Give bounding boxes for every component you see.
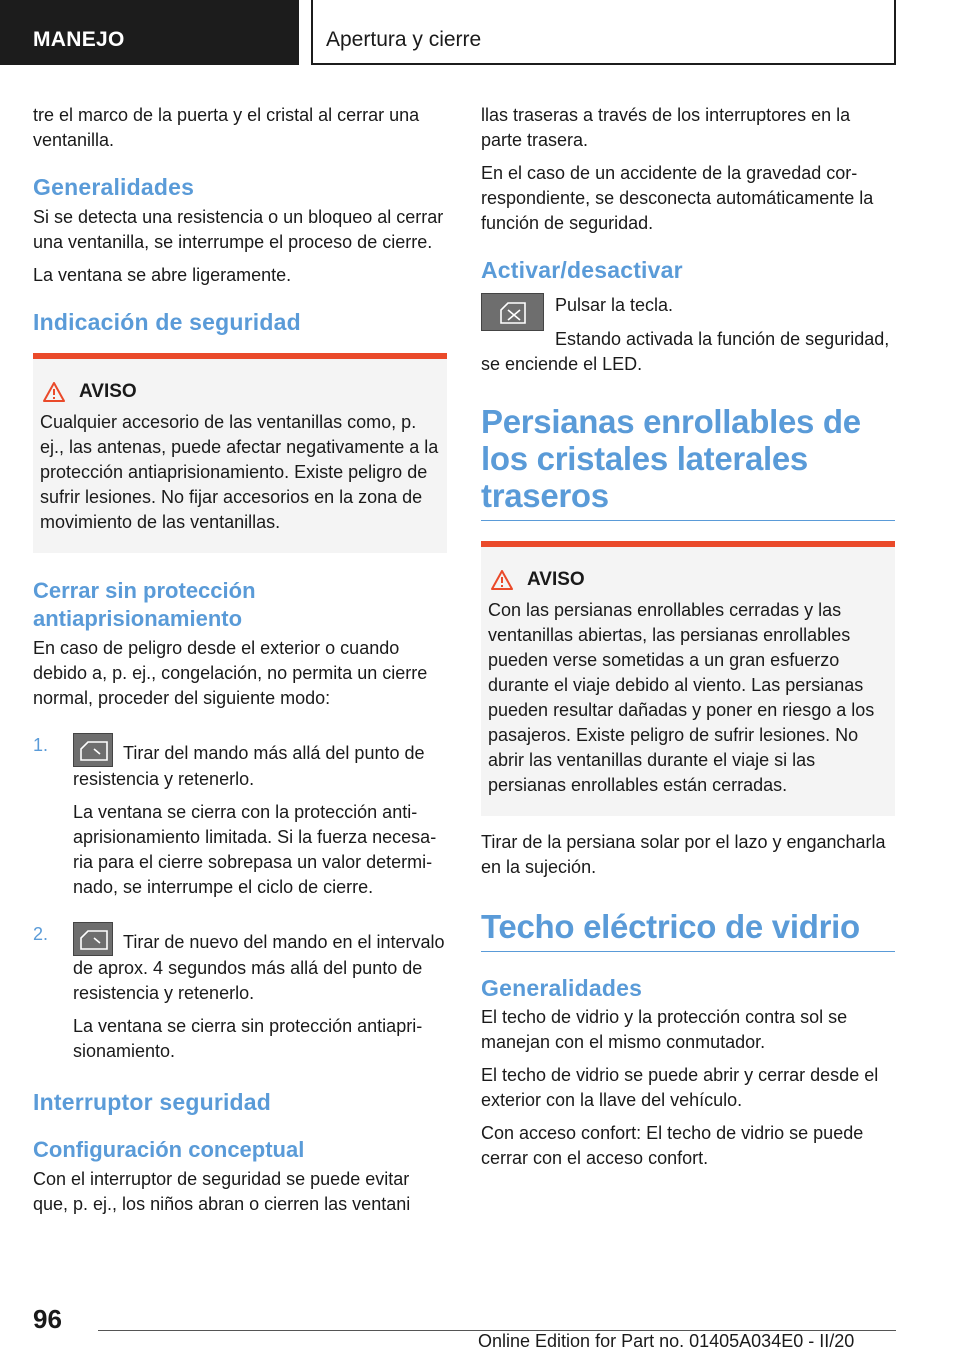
- step-number: 2.: [33, 924, 49, 944]
- left-column: [33, 103, 447, 1225]
- window-switch-icon: [73, 733, 113, 767]
- paragraph: El techo de vidrio se puede abrir y cerrar desde el exterior con la llave del vehículo.: [481, 1065, 879, 1110]
- warning-box: [481, 541, 895, 816]
- list-item: [33, 922, 447, 1064]
- warning-box: [33, 353, 447, 553]
- warning-title: AVISO: [79, 381, 137, 402]
- window-lock-icon: [481, 293, 544, 331]
- heading-generalidades-2: Generalidades: [481, 975, 643, 1001]
- chapter-title: Apertura y cierre: [326, 28, 482, 51]
- warning-title: AVISO: [527, 569, 585, 590]
- heading-indicacion: Indicación de seguridad: [33, 309, 301, 335]
- paragraph: llas traseras a través de los interruptores en la parte trasera.: [481, 105, 851, 150]
- step-text: La ventana se cierra sin protección antiaprisionamiento.: [73, 1016, 423, 1061]
- paragraph: En el caso de un accidente de la gravedad correspondiente, se desconecta automáticamente la función de seguridad.: [481, 163, 874, 233]
- paragraph: tre el marco de la puerta y el cristal al cerrar una ventanilla.: [33, 105, 420, 150]
- heading-techo: Techo eléctrico de vidrio: [481, 908, 895, 952]
- paragraph: Pulsar la tecla.: [555, 295, 674, 315]
- window-switch-icon: [73, 922, 113, 956]
- heading-persianas: Persianas enrollables de los cristales laterales traseros: [481, 403, 895, 521]
- section-tab: [0, 0, 299, 65]
- warning-text: Cualquier accesorio de las ventanillas como, p. ej., las antenas, puede afectar negativamente a la protección antiaprisionamiento. Existe peligro de sufrir lesiones. No fijar accesorios en la zona de movimiento de las ventanillas.: [40, 412, 439, 532]
- heading-cerrar: Cerrar sin protección antiaprisionamiento: [33, 578, 256, 631]
- paragraph: La ventana se abre ligeramente.: [33, 265, 292, 285]
- paragraph: Con acceso confort: El techo de vidrio se puede cerrar con el acceso confort.: [481, 1123, 864, 1168]
- paragraph: El techo de vidrio y la protección contra sol se manejan con el mismo conmutador.: [481, 1007, 848, 1052]
- step-text: Tirar del mando más allá del punto de resistencia y retenerlo.: [73, 743, 425, 789]
- paragraph: Estando activada la función de seguridad, se enciende el LED.: [481, 329, 890, 374]
- paragraph: Si se detecta una resistencia o un bloqueo al cerrar una ventanilla, se interrumpe el proceso de cierre.: [33, 207, 444, 252]
- step-number: 1.: [33, 735, 49, 755]
- edition-note: Online Edition for Part no. 01405A034E0 - II/20: [478, 1331, 855, 1351]
- heading-config: Configuración conceptual: [33, 1137, 305, 1162]
- step-text: La ventana se cierra con la protección antiaprisionamiento limitada. Si la fuerza necesaria para el cierre sobrepasa un valor determinado, se interrumpe el ciclo de cierre.: [73, 802, 437, 897]
- step-text: Tirar de nuevo del mando en el intervalo de aprox. 4 segundos más allá del punto de resistencia y retenerlo.: [73, 932, 445, 1003]
- right-column: [481, 103, 895, 1179]
- warning-triangle-icon: [491, 570, 513, 590]
- page-number: 96: [33, 1304, 62, 1334]
- list-item: [33, 733, 447, 900]
- heading-interruptor: Interruptor seguridad: [33, 1089, 272, 1115]
- warning-text: Con las persianas enrollables cerradas y las ventanillas abiertas, las persianas enrollables pueden verse sometidas a un gran esfuerzo durante el viaje debido al viento. Las persianas pueden resultar dañadas y poner en riesgo a los pasajeros. Existe peligro de sufrir lesiones. No abrir las ventanillas durante el viaje si las persianas enrollables están cerradas.: [488, 600, 875, 795]
- heading-generalidades: Generalidades: [33, 174, 195, 200]
- section-title: MANEJO: [33, 28, 125, 51]
- paragraph: Tirar de la persiana solar por el lazo y engancharla en la sujeción.: [481, 832, 886, 877]
- chapter-tab: [311, 0, 896, 65]
- paragraph: En caso de peligro desde el exterior o cuando debido a, p. ej., congelación, no permita un cierre normal, proceder del siguiente modo:: [33, 638, 428, 708]
- paragraph: Con el interruptor de seguridad se puede evitar que, p. ej., los niños abran o cierren las ventani: [33, 1169, 411, 1214]
- warning-triangle-icon: [43, 382, 65, 402]
- heading-activar: Activar/desactivar: [481, 257, 683, 283]
